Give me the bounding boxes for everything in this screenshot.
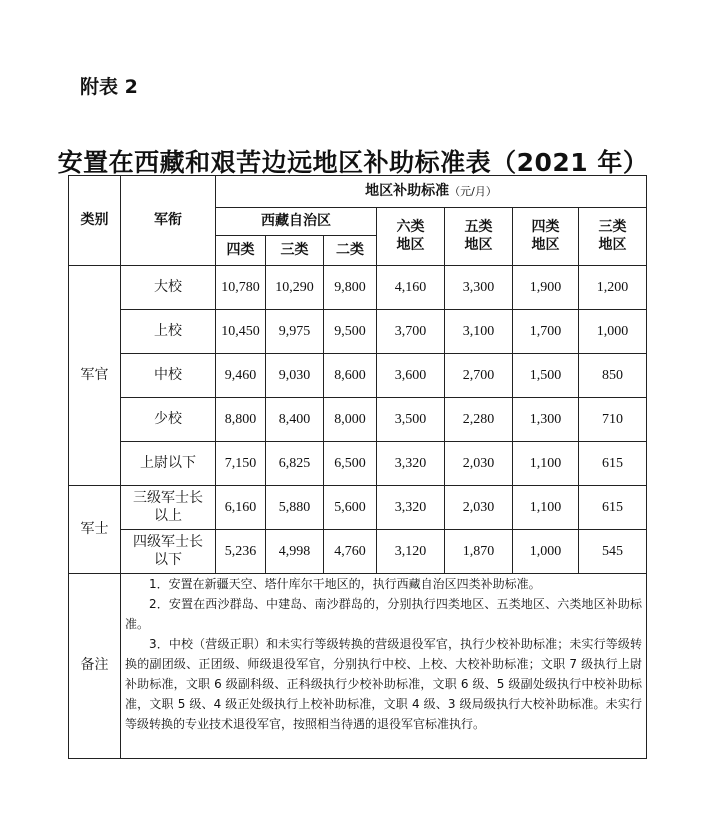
value-cell: 5,600 [324, 486, 377, 530]
value-cell: 4,998 [266, 530, 324, 574]
value-cell: 9,975 [266, 310, 324, 354]
value-cell: 1,870 [445, 530, 513, 574]
rank-cell-line2: 以上 [154, 507, 182, 524]
value-cell: 8,800 [216, 398, 266, 442]
header-tibet: 西藏自治区 [216, 208, 377, 236]
value-cell: 1,100 [513, 486, 579, 530]
value-cell: 3,320 [377, 442, 445, 486]
value-cell: 3,600 [377, 354, 445, 398]
header-tibet-class-3: 三类 [266, 236, 324, 266]
value-cell: 615 [579, 486, 647, 530]
value-cell: 8,400 [266, 398, 324, 442]
value-cell: 1,700 [513, 310, 579, 354]
value-cell: 1,000 [513, 530, 579, 574]
header-tibet-class-2: 二类 [324, 236, 377, 266]
value-cell: 9,800 [324, 266, 377, 310]
value-cell: 1,000 [579, 310, 647, 354]
appendix-label: 附表 2 [80, 76, 138, 98]
rank-cell-line2: 以下 [154, 551, 182, 568]
value-cell: 710 [579, 398, 647, 442]
header-region-4-l2: 地区 [531, 236, 560, 253]
header-tibet-class-4: 四类 [216, 236, 266, 266]
value-cell: 2,030 [445, 486, 513, 530]
value-cell: 1,200 [579, 266, 647, 310]
header-region-3-l2: 地区 [598, 236, 627, 253]
value-cell: 3,120 [377, 530, 445, 574]
value-cell: 3,320 [377, 486, 445, 530]
rank-cell: 少校 [121, 398, 216, 442]
value-cell: 5,236 [216, 530, 266, 574]
rank-cell: 大校 [121, 266, 216, 310]
header-region-5 [445, 208, 513, 266]
table-row [69, 486, 647, 530]
value-cell: 10,780 [216, 266, 266, 310]
rank-cell-line1: 四级军士长 [133, 534, 203, 550]
note-item: 2．安置在西沙群岛、中建岛、南沙群岛的，分别执行四类地区、五类地区、六类地区补助标准。 [125, 597, 643, 631]
rank-cell: 中校 [121, 354, 216, 398]
notes-row [69, 574, 647, 759]
note-item: 1．安置在新疆天空、塔什库尔干地区的，执行西藏自治区四类补助标准。 [149, 577, 541, 591]
header-group-title-text: 地区补助标准 [365, 182, 450, 199]
table-title: 安置在西藏和艰苦边远地区补助标准表（2021 年） [57, 148, 649, 177]
value-cell: 4,160 [377, 266, 445, 310]
rank-cell [121, 530, 216, 574]
rank-cell: 上尉以下 [121, 442, 216, 486]
header-region-6-l1: 六类 [396, 219, 425, 235]
group-officers: 军官 [69, 266, 121, 486]
value-cell: 545 [579, 530, 647, 574]
value-cell: 9,500 [324, 310, 377, 354]
header-group-title [216, 176, 647, 208]
header-region-5-l2: 地区 [464, 236, 493, 253]
table-row [69, 354, 647, 398]
table-row [69, 310, 647, 354]
value-cell: 3,300 [445, 266, 513, 310]
group-ncos: 军士 [69, 486, 121, 574]
header-region-3-l1: 三类 [598, 219, 627, 235]
header-region-6-l2: 地区 [396, 236, 425, 253]
value-cell: 1,100 [513, 442, 579, 486]
value-cell: 3,500 [377, 398, 445, 442]
value-cell: 4,760 [324, 530, 377, 574]
value-cell: 2,030 [445, 442, 513, 486]
value-cell: 9,460 [216, 354, 266, 398]
value-cell: 850 [579, 354, 647, 398]
note-item: 3．中校（营级正职）和未实行等级转换的营级退役军官，执行少校补助标准；未实行等级转换的副团级、正团级、师级退役军官，分别执行中校、上校、大校补助标准；文职 7 级执行上尉补助标准，文职 6 级副科级、正科级执行少校补助标准，文职 6 级、5 级副处级执行中校补助标准，文职 5 级、4 级正处级执行上校补助标准，文职 4 级、3 级局级执行大校补助标准。未实行等级转换的专业技术退役军官，按照相当待遇的退役军官标准执行。 [125, 637, 643, 731]
value-cell: 8,600 [324, 354, 377, 398]
header-unit: （元/月） [449, 184, 497, 198]
value-cell: 5,880 [266, 486, 324, 530]
subsidy-table [68, 175, 647, 759]
value-cell: 8,000 [324, 398, 377, 442]
table-row [69, 442, 647, 486]
header-region-5-l1: 五类 [464, 219, 493, 235]
value-cell: 10,290 [266, 266, 324, 310]
value-cell: 1,300 [513, 398, 579, 442]
value-cell: 615 [579, 442, 647, 486]
header-rank: 军衔 [121, 176, 216, 266]
value-cell: 3,100 [445, 310, 513, 354]
header-region-3 [579, 208, 647, 266]
notes-label: 备注 [69, 574, 121, 759]
value-cell: 3,700 [377, 310, 445, 354]
header-category: 类别 [69, 176, 121, 266]
header-region-4 [513, 208, 579, 266]
rank-cell-line1: 三级军士长 [133, 490, 203, 506]
value-cell: 9,030 [266, 354, 324, 398]
value-cell: 10,450 [216, 310, 266, 354]
rank-cell: 上校 [121, 310, 216, 354]
rank-cell [121, 486, 216, 530]
value-cell: 6,160 [216, 486, 266, 530]
notes-body [121, 574, 647, 759]
header-region-4-l1: 四类 [531, 219, 560, 235]
header-region-6 [377, 208, 445, 266]
value-cell: 2,700 [445, 354, 513, 398]
value-cell: 1,900 [513, 266, 579, 310]
value-cell: 6,825 [266, 442, 324, 486]
table-row [69, 398, 647, 442]
table-row [69, 530, 647, 574]
value-cell: 1,500 [513, 354, 579, 398]
table-row [69, 266, 647, 310]
value-cell: 2,280 [445, 398, 513, 442]
value-cell: 7,150 [216, 442, 266, 486]
value-cell: 6,500 [324, 442, 377, 486]
